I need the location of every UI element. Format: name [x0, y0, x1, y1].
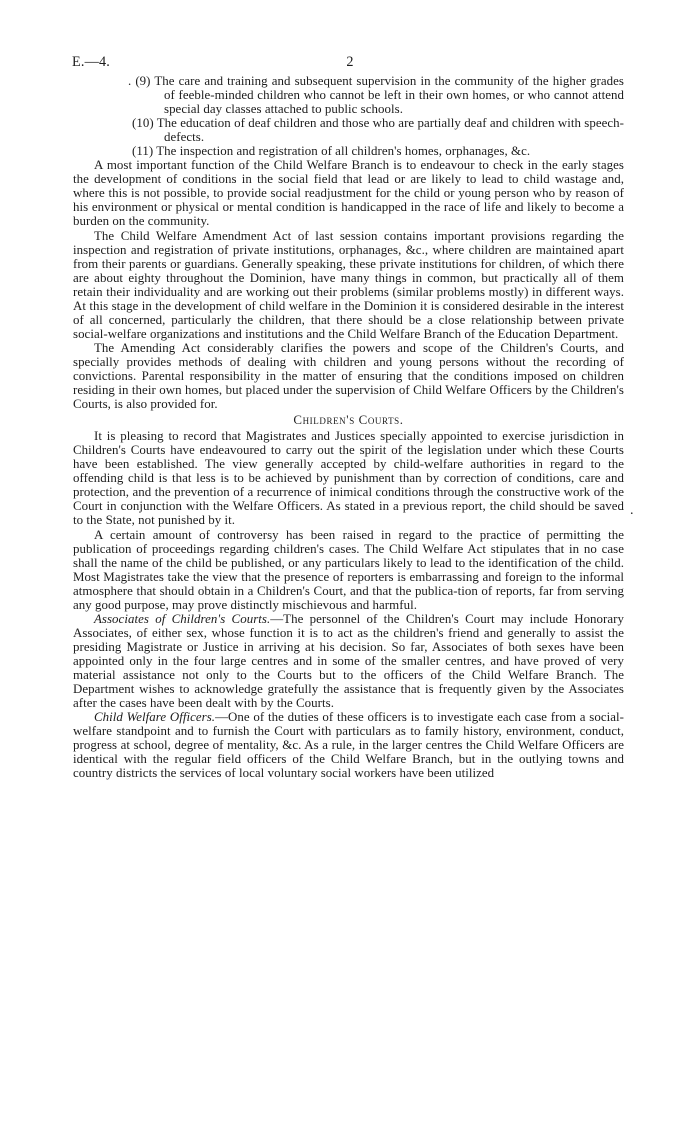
list-item-10: (10) The education of deaf children and those who are partially deaf and children with speech-defects.: [132, 116, 624, 145]
margin-mark: .: [630, 503, 634, 518]
welfare-officers-subheading: Child Welfare Officers.: [94, 710, 216, 725]
body-text: [73, 74, 624, 780]
welfare-officers-body: —One of the duties of these officers is to investigate each case from a social-welfare standpoint and to furnish the Court with particulars as to family history, environment, conduct, progress at school, degree of mentality, &c. As a rule, in the larger centres the Child Welfare Officers are identical with the regular field officers of the Child Welfare Branch, but in the outlying towns and country districts the services of local voluntary social workers have been utilized: [73, 710, 624, 781]
paragraph-magistrates: It is pleasing to record that Magistrates and Justices specially appointed to exercise jurisdiction in Children's Courts have endeavoured to carry out the spirit of the legislation under which these Courts have been established. The view generally accepted by child-welfare authorities in regard to the offending child is that less is to be achieved by punishment than by correction of conditions, care and protection, and the prevention of a recurrence of inimical conditions through the constructive work of the Court in conjunction with the Welfare Officers. As stated in a previous report, the child should be saved to the State, not punished by it.: [73, 429, 624, 528]
document-reference: E.—4.: [72, 54, 111, 70]
paragraph-amendment-act: The Child Welfare Amendment Act of last session contains important provisions regarding the inspection and registration of private institutions, orphanages, &c., where children are maintained apart from their parents or guardians. Generally speaking, these private institutions for children, of which there are about eighty throughout the Dominion, have many things in common, but practically all of them retain their individuality and are working out their problems (similar problems mostly) in different ways. At this stage in the development of child welfare in the Dominion it is considered desirable in the interest of all concerned, particularly the children, that there should be a close relationship between private social-welfare organizations and institutions and the Child Welfare Branch of the Education Department.: [73, 228, 624, 341]
list-item-11: (11) The inspection and registration of all children's homes, orphanages, &c.: [132, 144, 531, 159]
paragraph-associates: [73, 612, 624, 710]
paragraph-publication-controversy: A certain amount of controversy has been raised in regard to the practice of permitting the publication of proceedings regarding children's cases. The Child Welfare Act stipulates that in no case shall the name of the child be published, or any particulars likely to lead to the identification of the child. Most Magistrates take the view that the presence of reporters is embarrassing and foreign to the informal atmosphere that should obtain in a Children's Court, and that the publica-tion of reports, far from serving any good purpose, may prove distinctly mischievous and harmful.: [73, 527, 624, 612]
paragraph-child-welfare-function: A most important function of the Child Welfare Branch is to endeavour to check in the early stages the development of conditions in the social field that lead or are likely to lead to child wastage and, where this is not possible, to provide social readjustment for the child or young person who by reason of his environment or physical or mental condition is handicapped in the race of life and likely to become a burden on the community.: [73, 158, 624, 229]
page-number: 2: [346, 54, 354, 70]
associates-subheading: Associates of Children's Courts.: [94, 611, 271, 626]
page-header: [72, 54, 628, 74]
paragraph-amending-act-courts: The Amending Act considerably clarifies the powers and scope of the Children's Courts, and specially provides methods of dealing with children and young persons without the recording of convictions. Parental responsibility in the matter of ensuring that the conditions imposed on children residing in their own homes, but placed under the supervision of Child Welfare Officers by the Children's Courts, is also provided for.: [73, 340, 624, 412]
paragraph-welfare-officers: [73, 710, 624, 780]
associates-body: —The personnel of the Children's Court may include Honorary Associates, of either sex, whose function it is to act as the children's friend and generally to assist the presiding Magistrate or Justice in arriving at his decision. So far, Associates of both sexes have been appointed only in the four large centres and in some of the smaller centres, and have proved of very material assistance not only to the Courts but to the officers of the Child Welfare Branch. The Department wishes to acknowledge gratefully the assistance that is frequently given by the Associates after the cases have been dealt with by the Courts.: [73, 611, 625, 711]
section-heading-childrens-courts: Children's Courts.: [293, 413, 404, 428]
list-item-9: . (9) The care and training and subsequent supervision in the community of the higher grades of feeble-minded children who cannot be left in their own homes, or who cannot attend special day classes attached to public schools.: [128, 74, 624, 117]
